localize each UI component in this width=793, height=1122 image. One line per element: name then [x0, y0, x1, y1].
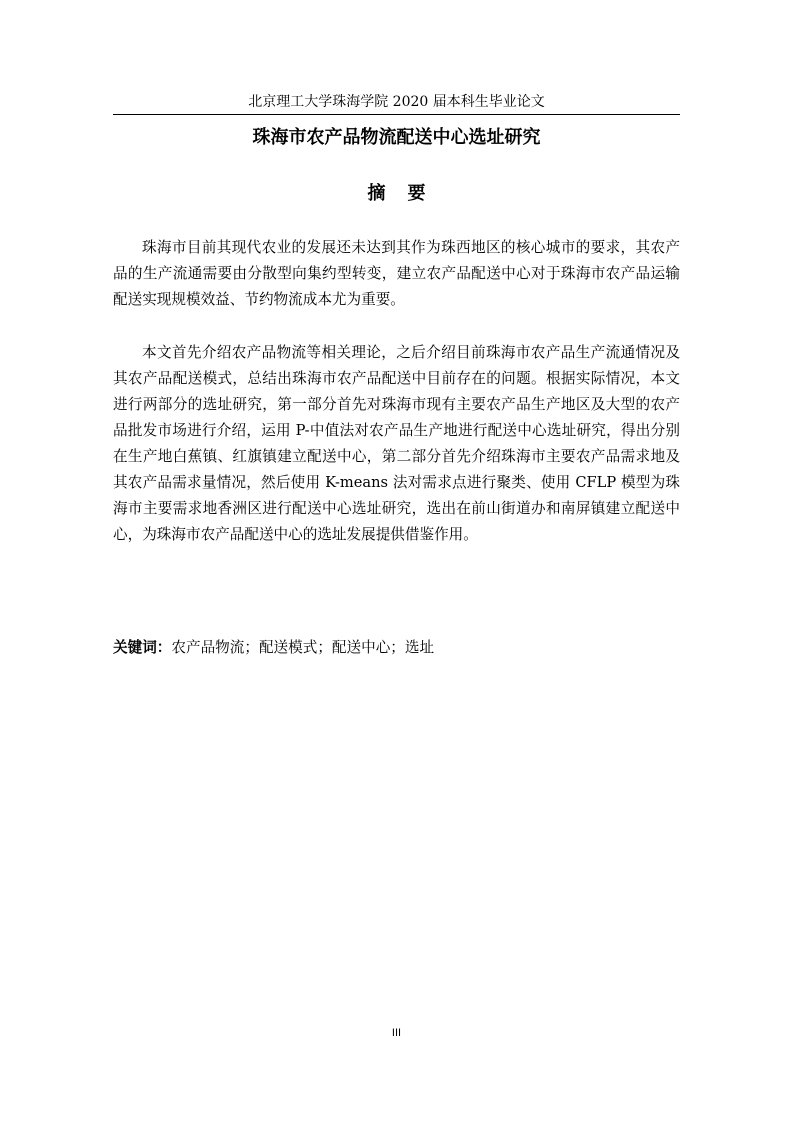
- keywords-label: 关键词：: [113, 639, 172, 656]
- abstract-heading: 摘要: [367, 183, 448, 204]
- abstract-paragraph: 本文首先介绍农产品物流等相关理论，之后介绍目前珠海市农产品生产流通情况及其农产品配送模式，总结出珠海市农产品配送中目前存在的问题。根据实际情况，本文进行两部分的选址研究，第一部分首先对珠海市现有主要农产品生产地区及大型的农产品批发市场进行介绍，运用 P-中值法对农产品生产地进行配送中心选址研究，得出分别在生产地白蕉镇、红旗镇建立配送中心，第二部分首先介绍珠海市主要农产品需求地及其农产品需求量情况，然后使用 K-means 法对需求点进行聚类、使用 CFLP 模型为珠海市主要需求地香洲区进行配送中心选址研究，选出在前山街道办和南屏镇建立配送中心，为珠海市农产品配送中心的选址发展提供借鉴作用。: [113, 344, 680, 543]
- keywords-list: 农产品物流；配送模式；配送中心；选址: [171, 639, 435, 656]
- page-number: III: [391, 1027, 402, 1039]
- keywords-line: [113, 637, 680, 659]
- running-header: 北京理工大学珠海学院 2020 届本科生毕业论文: [248, 94, 545, 110]
- header-divider: [113, 114, 680, 115]
- document-title: 珠海市农产品物流配送中心选址研究: [252, 127, 541, 148]
- abstract-paragraph: 珠海市目前其现代农业的发展还未达到其作为珠西地区的核心城市的要求，其农产品的生产流通需要由分散型向集约型转变，建立农产品配送中心对于珠海市农产品运输配送实现规模效益、节约物流成本尤为重要。: [113, 239, 680, 308]
